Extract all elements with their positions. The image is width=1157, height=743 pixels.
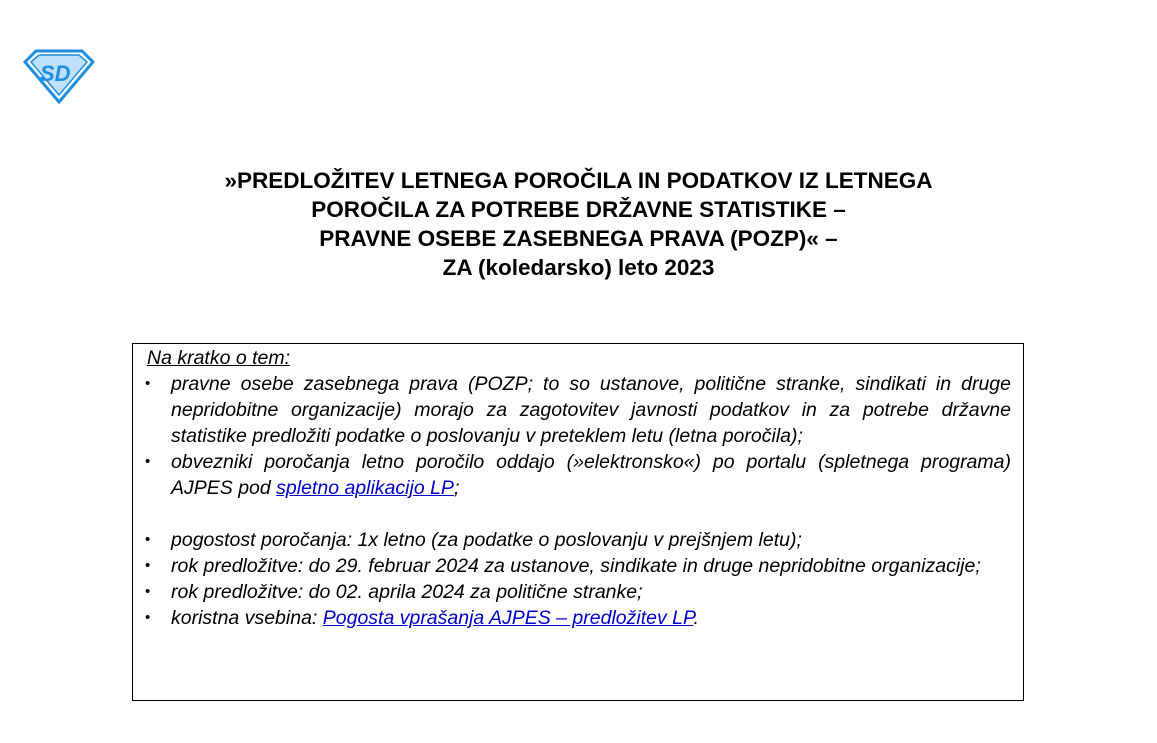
list-item-text: obvezniki poročanja letno poročilo oddajo (»elektronsko«) po portalu (spletnega programa) AJPES pod [171, 451, 1011, 499]
svg-text:SD: SD [40, 61, 71, 86]
title-line: PRAVNE OSEBE ZASEBNEGA PRAVA (POZP)« – [319, 226, 838, 251]
faq-link[interactable]: Pogosta vprašanja AJPES – predložitev LP [322, 607, 694, 629]
list-item [145, 553, 1011, 579]
list-item-text: pogostost poročanja: 1x letno (za podatke o poslovanju v prejšnjem letu); [171, 529, 802, 551]
list-item [145, 449, 1011, 501]
title-line: POROČILA ZA POTREBE DRŽAVNE STATISTIKE – [311, 197, 846, 222]
list-item [145, 371, 1011, 449]
list-item-text: pravne osebe zasebnega prava (POZP; to so ustanove, politične stranke, sindikati in druge nepridobitne organizacije) morajo za zagotovitev javnosti podatkov in za potrebe državne statistike predložiti podatke o poslovanju v preteklem letu (letna poročila); [171, 373, 1011, 447]
list-item [145, 579, 1011, 605]
bullet-icon: • [145, 453, 151, 470]
summary-heading: Na kratko o tem: [147, 347, 291, 369]
list-item [145, 527, 1011, 553]
document-title [0, 166, 1157, 282]
summary-list [145, 371, 1011, 631]
list-item-text: koristna vsebina: [171, 607, 323, 629]
list-item-text: ; [453, 477, 460, 499]
title-line: ZA (koledarsko) leto 2023 [442, 255, 715, 280]
sd-shield-logo-icon [22, 48, 96, 104]
list-item-text: rok predložitve: do 29. februar 2024 za ustanove, sindikate in druge nepridobitne organizacije; [171, 555, 981, 577]
list-item-text: . [693, 607, 699, 629]
bullet-icon: • [145, 531, 151, 548]
list-item [145, 605, 1011, 631]
list-item-text: rok predložitve: do 02. aprila 2024 za politične stranke; [171, 581, 643, 603]
lp-application-link[interactable]: spletno aplikacijo LP [276, 477, 454, 499]
bullet-icon: • [145, 557, 151, 574]
bullet-icon: • [145, 609, 151, 626]
bullet-icon: • [145, 375, 151, 392]
summary-box [132, 343, 1024, 701]
title-line: »PREDLOŽITEV LETNEGA POROČILA IN PODATKOV IZ LETNEGA [224, 168, 933, 193]
bullet-icon: • [145, 583, 151, 600]
